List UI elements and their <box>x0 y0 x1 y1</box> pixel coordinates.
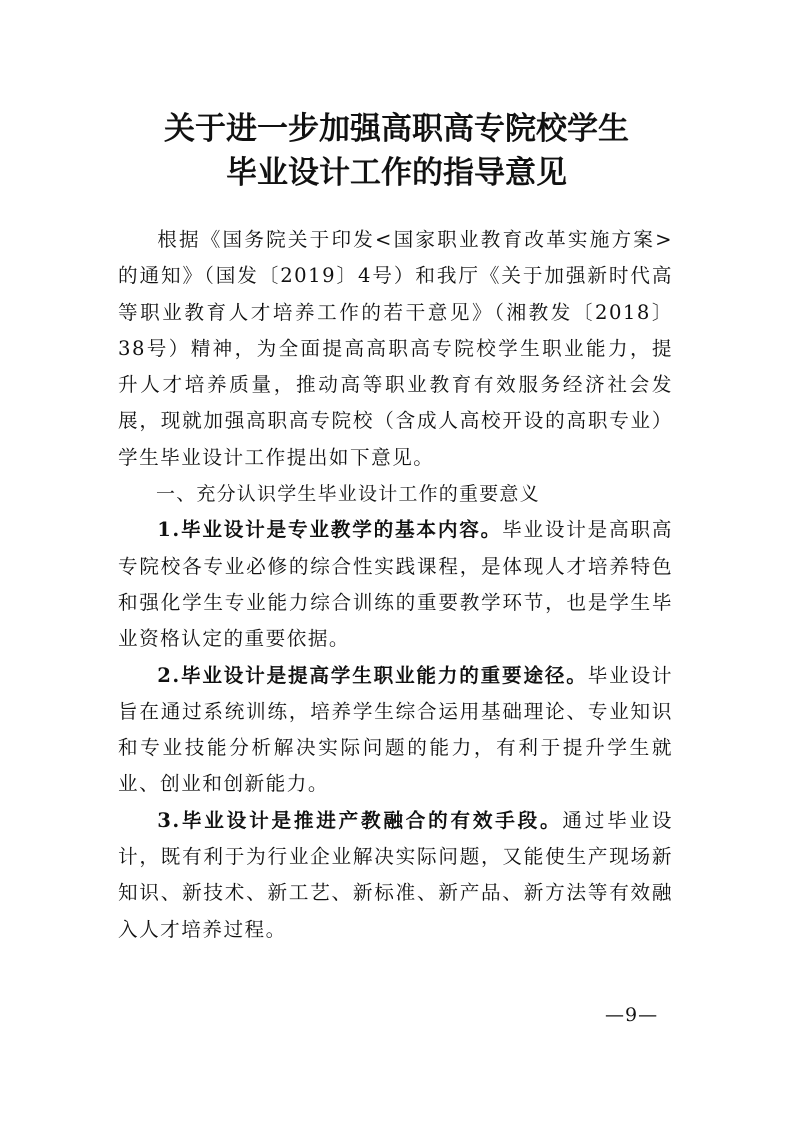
point-paragraph-3 <box>118 803 673 948</box>
document-title-line-1: 关于进一步加强高职高专院校学生 <box>164 111 629 147</box>
document-title-line-2: 毕业设计工作的指导意见 <box>226 155 567 191</box>
point-lead-3: 3.毕业设计是推进产教融合的有效手段。 <box>157 808 563 832</box>
document-body <box>118 222 673 948</box>
page-number: —9— <box>605 1004 659 1026</box>
point-text-3: 通过毕业设计，既有利于为行业企业解决实际问题，又能使生产现场新知识、新技术、新工艺、新标准、新产品、新方法等有效融入人才培养过程。 <box>118 808 673 941</box>
point-paragraph-1 <box>118 512 673 657</box>
section-heading-1: 一、充分认识学生毕业设计工作的重要意义 <box>156 483 540 506</box>
point-text-2: 毕业设计旨在通过系统训练，培养学生综合运用基础理论、专业知识和专业技能分析解决实际问题的能力，有利于提升学生就业、创业和创新能力。 <box>118 663 673 796</box>
point-text-1: 毕业设计是高职高专院校各专业必修的综合性实践课程，是体现人才培养特色和强化学生专业能力综合训练的重要教学环节，也是学生毕业资格认定的重要依据。 <box>118 518 673 651</box>
point-lead-2: 2.毕业设计是提高学生职业能力的重要途径。 <box>157 663 588 687</box>
point-lead-1: 1.毕业设计是专业教学的基本内容。 <box>157 518 503 542</box>
intro-paragraph: 根据《国务院关于印发<国家职业教育改革实施方案>的通知》（国发〔2019〕4号）和我厅《关于加强新时代高等职业教育人才培养工作的若干意见》（湘教发〔2018〕38号）精神，为全面提高高职高专院校学生职业能力，提升人才培养质量，推动高等职业教育有效服务经济社会发展，现就加强高职高专院校（含成人高校开设的高职专业）学生毕业设计工作提出如下意见。 <box>118 228 673 469</box>
point-paragraph-2 <box>118 658 673 803</box>
